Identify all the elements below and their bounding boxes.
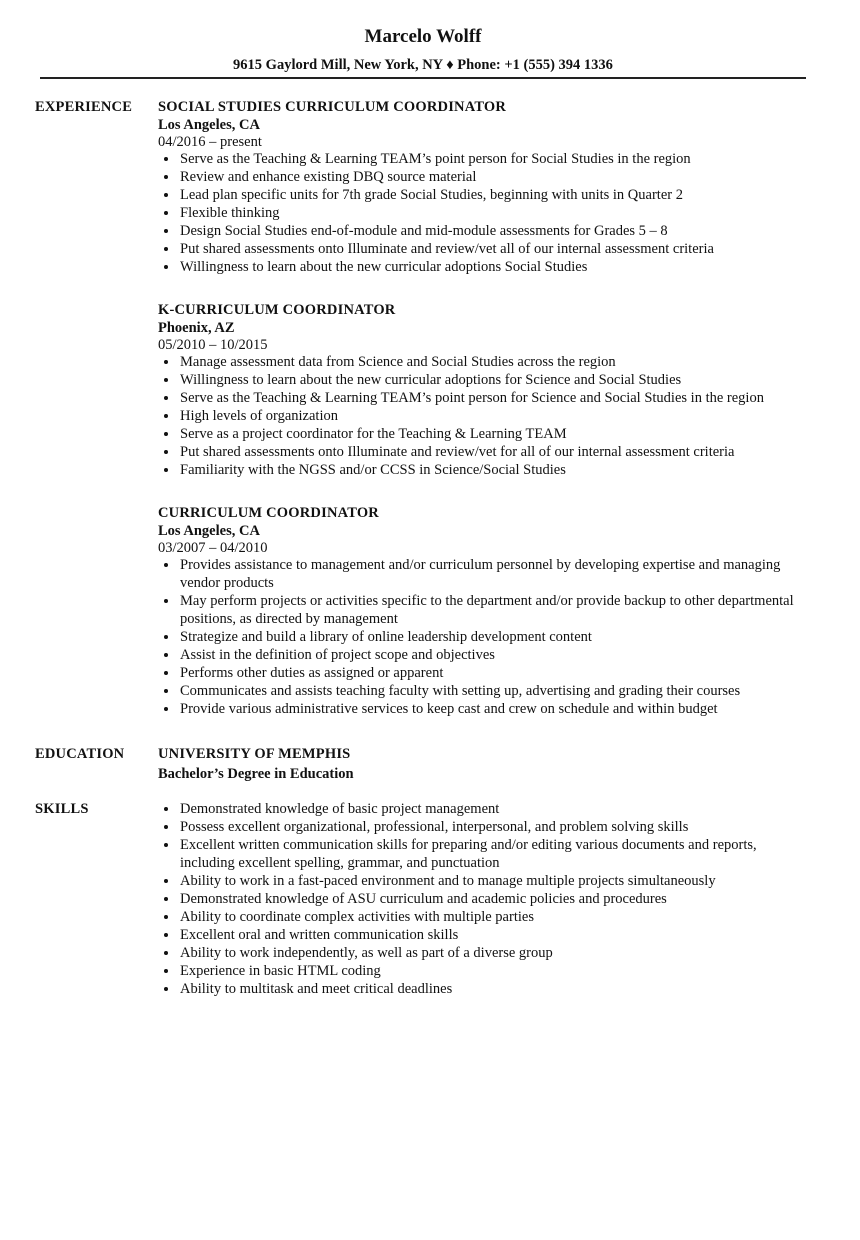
bullet-item: Manage assessment data from Science and Social Studies across the region <box>158 353 808 371</box>
job-entry <box>158 301 808 479</box>
bullet-item: Strategize and build a library of online leadership development content <box>158 628 808 646</box>
job-dates: 05/2010 – 10/2015 <box>158 337 268 353</box>
job-bullets <box>158 150 808 276</box>
job-title: K-CURRICULUM COORDINATOR <box>158 302 396 318</box>
bullet-item: Provide various administrative services to keep cast and crew on schedule and within budget <box>158 700 808 718</box>
candidate-name: Marcelo Wolff <box>364 26 482 47</box>
bullet-item: High levels of organization <box>158 407 808 425</box>
bullet-item: Put shared assessments onto Illuminate and review/vet all of our internal assessment criteria <box>158 240 808 258</box>
skills-body <box>158 800 808 998</box>
bullet-item: May perform projects or activities specific to the department and/or provide backup to other departmental positions, as directed by management <box>158 592 808 628</box>
bullet-item: Lead plan specific units for 7th grade Social Studies, beginning with units in Quarter 2 <box>158 186 808 204</box>
bullet-item: Review and enhance existing DBQ source material <box>158 168 808 186</box>
bullet-item: Willingness to learn about the new curricular adoptions Social Studies <box>158 258 808 276</box>
skill-item: Excellent oral and written communication skills <box>158 926 808 944</box>
bullet-item: Serve as the Teaching & Learning TEAM’s point person for Science and Social Studies in the region <box>158 389 808 407</box>
skills-list <box>158 800 808 998</box>
bullet-item: Willingness to learn about the new curricular adoptions for Science and Social Studies <box>158 371 808 389</box>
education-degree: Bachelor’s Degree in Education <box>158 766 354 782</box>
skill-item: Ability to coordinate complex activities with multiple parties <box>158 908 808 926</box>
job-bullets <box>158 556 808 718</box>
bullet-item: Serve as the Teaching & Learning TEAM’s point person for Social Studies in the region <box>158 150 808 168</box>
job-location: Los Angeles, CA <box>158 523 260 539</box>
education-school: UNIVERSITY OF MEMPHIS <box>158 746 351 762</box>
bullet-item: Performs other duties as assigned or apparent <box>158 664 808 682</box>
job-location: Phoenix, AZ <box>158 320 235 336</box>
skill-item: Experience in basic HTML coding <box>158 962 808 980</box>
skill-item: Ability to work in a fast-paced environment and to manage multiple projects simultaneously <box>158 872 808 890</box>
resume-header <box>40 24 806 74</box>
header-divider <box>40 77 806 79</box>
job-location: Los Angeles, CA <box>158 117 260 133</box>
bullet-item: Provides assistance to management and/or curriculum personnel by developing expertise and managing vendor products <box>158 556 808 592</box>
bullet-item: Design Social Studies end-of-module and mid-module assessments for Grades 5 – 8 <box>158 222 808 240</box>
education-body <box>158 745 808 784</box>
job-dates: 03/2007 – 04/2010 <box>158 540 268 556</box>
section-label-experience: EXPERIENCE <box>35 99 133 115</box>
skill-item: Ability to work independently, as well as part of a diverse group <box>158 944 808 962</box>
bullet-item: Assist in the definition of project scope and objectives <box>158 646 808 664</box>
section-label-education: EDUCATION <box>35 746 125 762</box>
job-title: CURRICULUM COORDINATOR <box>158 505 379 521</box>
skill-item: Excellent written communication skills for preparing and/or editing various documents and reports, including excellent spelling, grammar, and punctuation <box>158 836 808 872</box>
job-bullets <box>158 353 808 479</box>
bullet-item: Serve as a project coordinator for the Teaching & Learning TEAM <box>158 425 808 443</box>
bullet-item: Flexible thinking <box>158 204 808 222</box>
bullet-item: Familiarity with the NGSS and/or CCSS in Science/Social Studies <box>158 461 808 479</box>
skill-item: Possess excellent organizational, professional, interpersonal, and problem solving skills <box>158 818 808 836</box>
skill-item: Ability to multitask and meet critical deadlines <box>158 980 808 998</box>
bullet-item: Put shared assessments onto Illuminate and review/vet for all of our internal assessment criteria <box>158 443 808 461</box>
contact-line: 9615 Gaylord Mill, New York, NY ♦ Phone: +1 (555) 394 1336 <box>233 57 613 73</box>
skill-item: Demonstrated knowledge of basic project management <box>158 800 808 818</box>
skill-item: Demonstrated knowledge of ASU curriculum and academic policies and procedures <box>158 890 808 908</box>
job-title: SOCIAL STUDIES CURRICULUM COORDINATOR <box>158 99 507 115</box>
experience-body <box>158 98 808 743</box>
bullet-item: Communicates and assists teaching faculty with setting up, advertising and grading their courses <box>158 682 808 700</box>
section-label-skills: SKILLS <box>35 801 89 817</box>
job-entry <box>158 504 808 718</box>
job-dates: 04/2016 – present <box>158 134 262 150</box>
job-entry <box>158 98 808 276</box>
